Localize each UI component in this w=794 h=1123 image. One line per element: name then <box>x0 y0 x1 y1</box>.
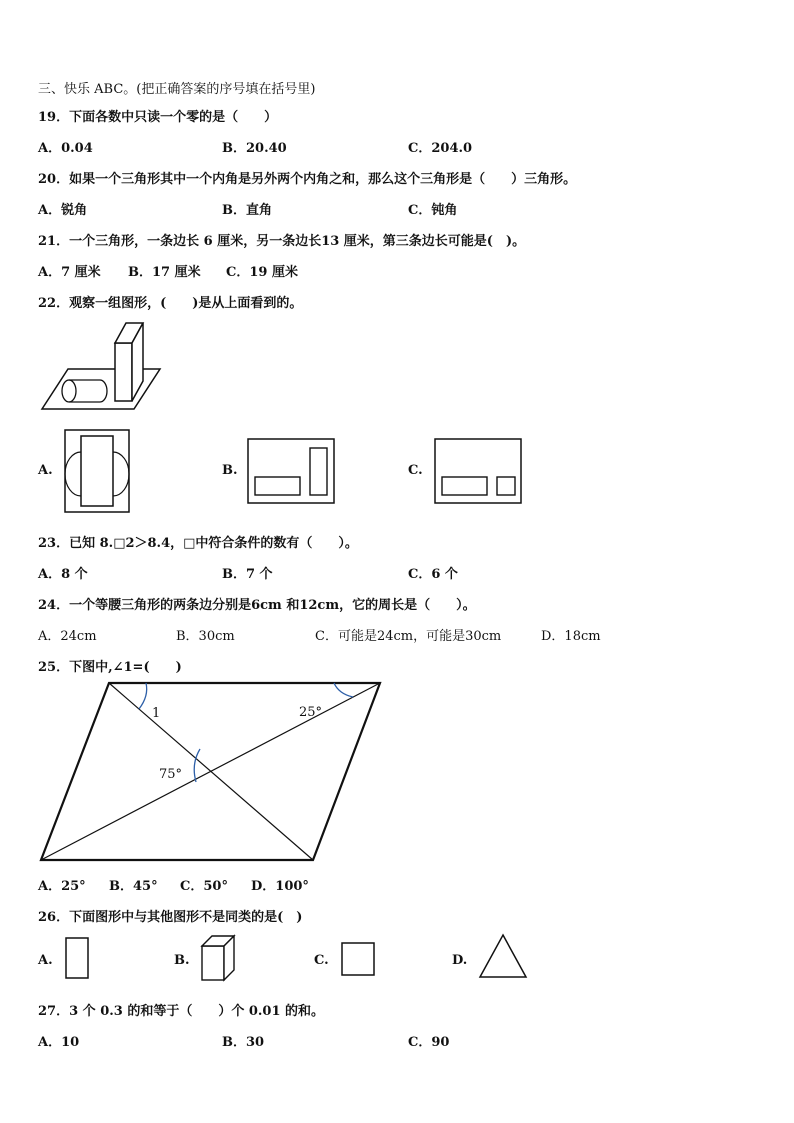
question-21-stem: 21．一个三角形，一条边长 6 厘米，另一条边长13 厘米，第三条边长可能是( )。 <box>38 234 526 249</box>
question-25-stem: 25．下图中,∠1=( ) <box>38 660 182 675</box>
angle-25-label: 25° <box>299 705 323 720</box>
question-24-stem: 24．一个等腰三角形的两条边分别是6cm 和12cm，它的周长是（ ）。 <box>38 598 476 613</box>
q26-triangle-figure[interactable] <box>478 933 528 979</box>
q26-square-figure[interactable] <box>340 941 376 977</box>
3d-objects-figure <box>40 318 165 412</box>
q23-option-a[interactable]: A．8 个 <box>38 567 88 582</box>
q22-option-a-figure[interactable] <box>64 429 130 513</box>
q20-option-c[interactable]: C．钝角 <box>408 203 458 218</box>
q21-option-b[interactable]: B．17 厘米 <box>128 265 201 280</box>
q25-option-d[interactable]: D．100° <box>251 879 309 894</box>
q26-rectangle-figure[interactable] <box>64 936 90 980</box>
q27-option-b[interactable]: B．30 <box>222 1035 265 1050</box>
q25-option-a[interactable]: A．25° <box>38 879 86 894</box>
q25-option-b[interactable]: B．45° <box>109 879 158 894</box>
q22-option-c-figure[interactable] <box>434 438 522 504</box>
q22-option-c[interactable]: C. <box>408 463 423 478</box>
question-26-stem: 26．下面图形中与其他图形不是同类的是( ) <box>38 910 303 925</box>
q26-cuboid-figure[interactable] <box>200 934 236 982</box>
q19-option-a[interactable]: A．0.04 <box>38 141 93 156</box>
q24-option-d[interactable]: D．18cm <box>541 629 601 644</box>
q22-option-b-figure[interactable] <box>247 438 335 504</box>
q20-option-b[interactable]: B．直角 <box>222 203 272 218</box>
q27-option-a[interactable]: A．10 <box>38 1035 80 1050</box>
angle-1-label: 1 <box>152 706 161 721</box>
q26-option-d[interactable]: D. <box>452 953 468 968</box>
question-23-stem: 23．已知 8.□2＞8.4，□中符合条件的数有（ ）。 <box>38 536 358 551</box>
angle-75-label: 75° <box>159 767 183 782</box>
question-20-stem: 20．如果一个三角形其中一个内角是另外两个内角之和，那么这个三角形是（ ）三角形。 <box>38 172 577 187</box>
q23-option-c[interactable]: C．6 个 <box>408 567 458 582</box>
q24-option-a[interactable]: A．24cm <box>38 629 97 644</box>
q19-option-c[interactable]: C．204.0 <box>408 141 473 156</box>
q22-option-b[interactable]: B. <box>222 463 238 478</box>
question-27-stem: 27．3 个 0.3 的和等于（ ）个 0.01 的和。 <box>38 1004 325 1019</box>
question-19-stem: 19．下面各数中只读一个零的是（ ） <box>38 110 278 125</box>
parallelogram-figure <box>36 676 386 866</box>
q26-option-a[interactable]: A. <box>38 953 53 968</box>
q26-option-c[interactable]: C. <box>314 953 329 968</box>
q23-option-b[interactable]: B．7 个 <box>222 567 273 582</box>
question-22-stem: 22．观察一组图形，( )是从上面看到的。 <box>38 296 303 311</box>
q19-option-b[interactable]: B．20.40 <box>222 141 287 156</box>
q20-option-a[interactable]: A．锐角 <box>38 203 88 218</box>
q21-option-a[interactable]: A．7 厘米 <box>38 265 101 280</box>
q27-option-c[interactable]: C．90 <box>408 1035 450 1050</box>
section-title: 三、快乐 ABC。(把正确答案的序号填在括号里) <box>38 82 316 97</box>
q26-option-b[interactable]: B. <box>174 953 190 968</box>
q24-option-b[interactable]: B．30cm <box>176 629 235 644</box>
q22-option-a[interactable]: A. <box>38 463 53 478</box>
q21-option-c[interactable]: C．19 厘米 <box>226 265 298 280</box>
q25-option-c[interactable]: C．50° <box>180 879 228 894</box>
q24-option-c[interactable]: C．可能是24cm，可能是30cm <box>315 629 502 644</box>
